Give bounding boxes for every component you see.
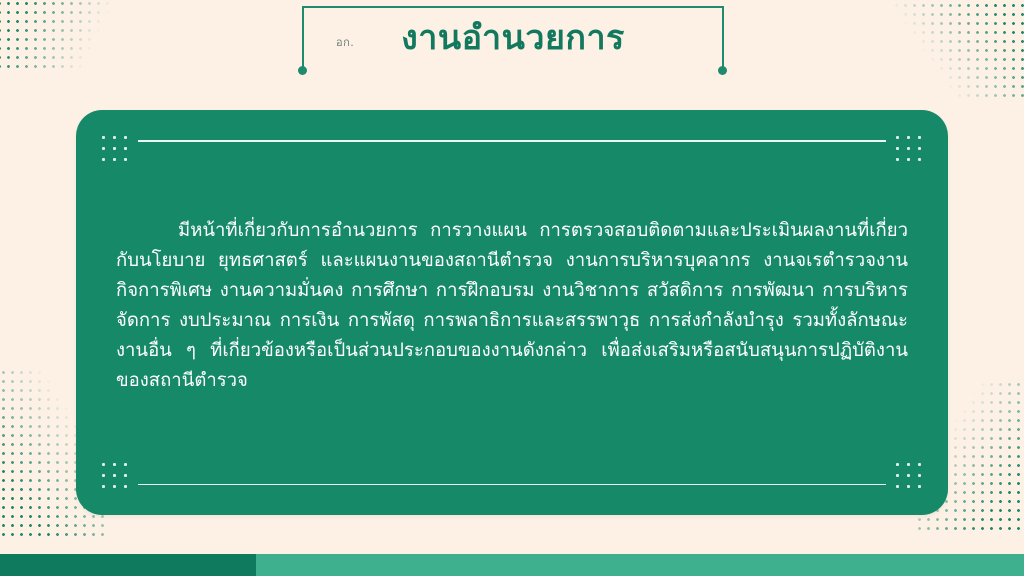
footer-bar-light (256, 554, 1024, 576)
page-title-kicker: อก. (336, 36, 355, 49)
card-divider-top (138, 140, 886, 142)
card-divider-bottom (138, 484, 886, 486)
body-text: มีหน้าที่เกี่ยวกับการอำนวยการ การวางแผน การตรวจสอบติดตามและประเมินผลงานที่เกี่ยวกับนโยบาย ยุทธศาสตร์ และแผนงานของสถานีตำรวจ งานการบริหารบุคลากร งานจเรตำรวจงานกิจการพิเศษ งานความมั่นคง การศึกษา การฝึกอบรม งานวิชาการ สวัสดิการ การพัฒนา การบริหารจัดการ งบประมาณ การเงิน การพัสดุ การพลาธิการและสรรพาวุธ การส่งกำลังบำรุง รวมทั้งลักษณะงานอื่น ๆ ที่เกี่ยวข้องหรือเป็นส่วนประกอบของงานดังกล่าว เพื่อส่งเสริมหรือสนับสนุนการปฏิบัติงานของสถานีตำรวจ (116, 220, 908, 391)
header-divider (302, 6, 724, 8)
content-card (76, 110, 948, 515)
page-title: งานอำนวยการ (401, 18, 625, 58)
card-dot-pattern-bottom-left-icon (98, 459, 132, 493)
header-bracket-dot-right-icon (718, 66, 727, 75)
card-dot-pattern-top-right-icon (892, 132, 926, 166)
footer-bar-dark (0, 554, 256, 576)
card-dot-pattern-bottom-right-icon (892, 459, 926, 493)
header-bracket-dot-left-icon (298, 66, 307, 75)
slide-header (0, 0, 1024, 90)
card-dot-pattern-top-left-icon (98, 132, 132, 166)
